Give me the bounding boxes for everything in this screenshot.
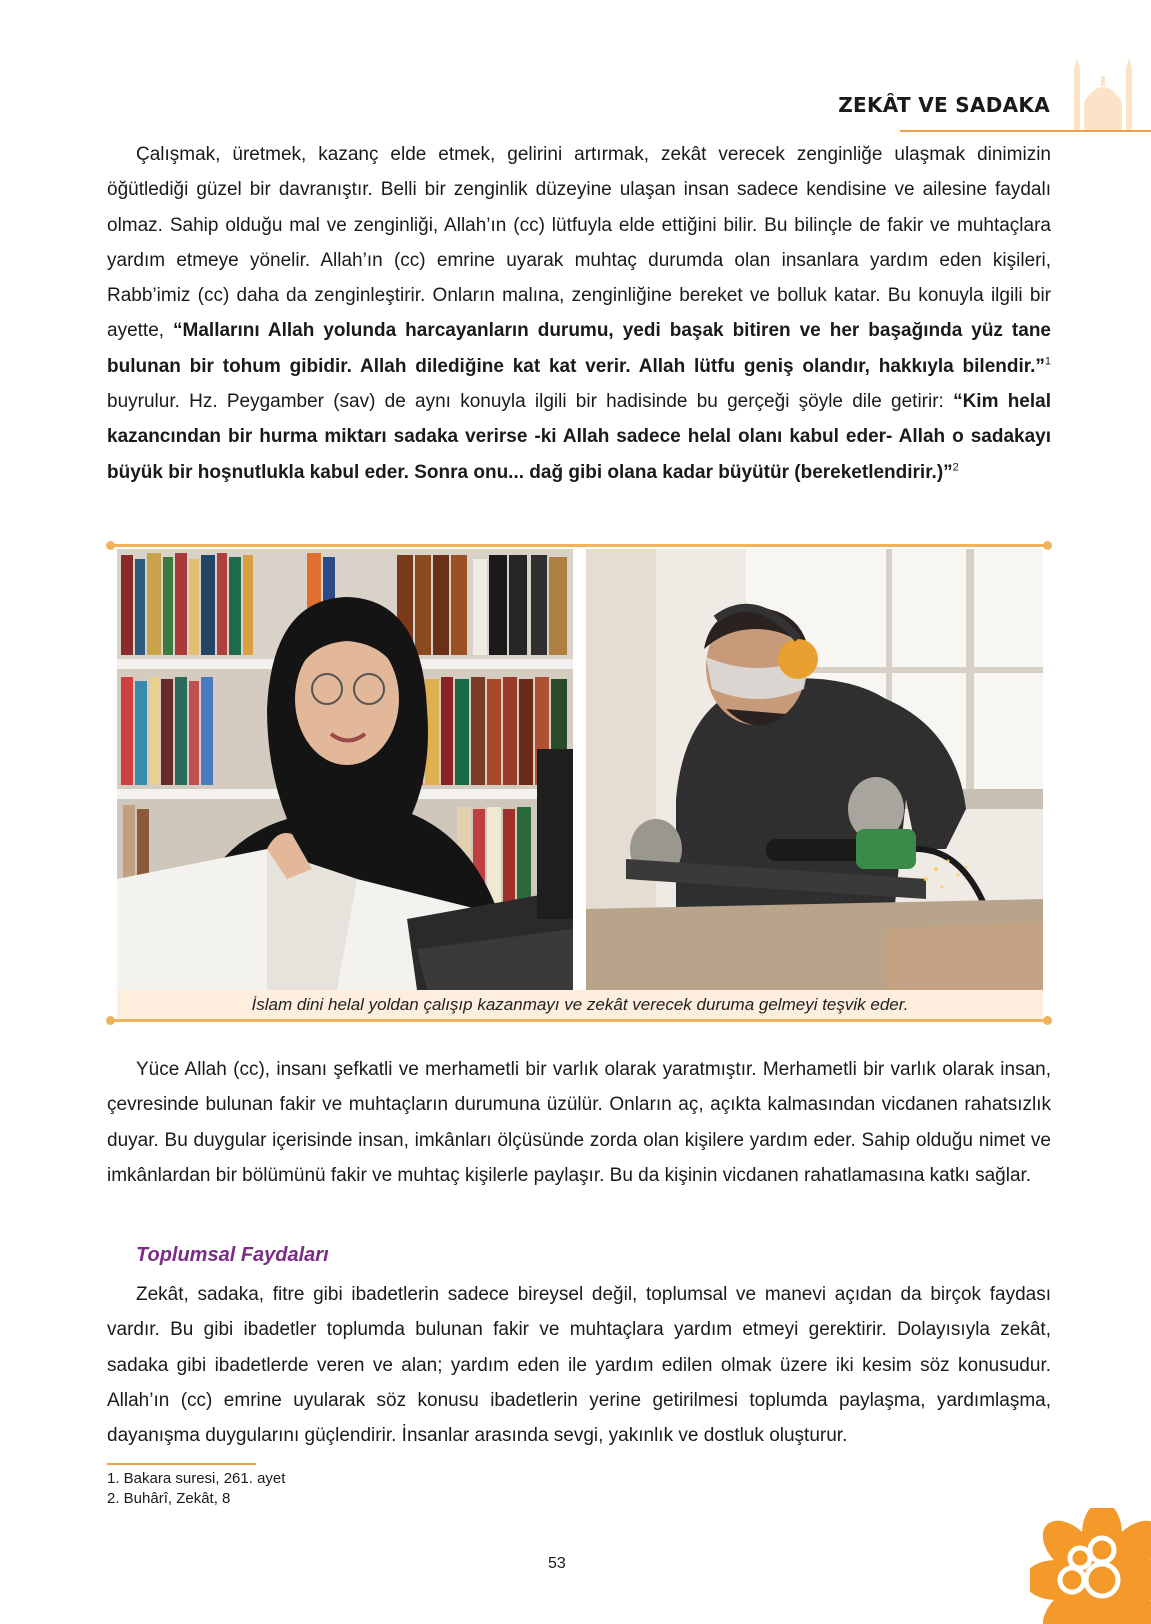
photo-worker-grinding [586, 549, 1043, 990]
decorative-flower-icon [1030, 1508, 1151, 1624]
verse-quote: “Mallarını Allah yolunda harcayanların durumu, yedi başak bitiren ve her başağında yüz tane bulunan bir tohum gibidir. Allah dilediğine kat kat verir. Allah lütfu geniş olandır, hakkıyla bilendir.” [107, 320, 1051, 377]
footnote-ref-2[interactable]: 2 [952, 461, 959, 474]
footnote-rule [107, 1463, 256, 1465]
page-header-title: ZEKÂT VE SADAKA [838, 93, 1050, 117]
mercy-paragraph: Yüce Allah (cc), insanı şefkatli ve merhametli bir varlık olarak yaratmıştır. Merhametli bir varlık olarak insan, çevresinde bulunan fakir ve muhtaçların durumuna üzülür. Onların aç, açıkta kalmasından vicdanen rahatsızlık duyar. Bu duygular içerisinde insan, imkânları ölçüsünde zorda olan kişilere yardım eder. Sahip olduğu nimet ve imkânlardan bir bölümünü fakir ve muhtaç kişilerle paylaşır. Bu da kişinin vicdanen rahatlamasına katkı sağlar. [107, 1059, 1051, 1186]
page-number: 53 [548, 1555, 566, 1572]
rule-dot [106, 541, 115, 550]
mosque-silhouette-icon [1068, 58, 1148, 130]
intro-paragraph [107, 137, 1051, 490]
rule-dot [1043, 541, 1052, 550]
photo-woman-studying [117, 549, 573, 990]
hadith-quote: “Kim helal kazancından bir hurma miktarı sadaka verirse -ki Allah sadece helal olanı kabul eder- Allah o sadakayı büyük bir hoşnutlukla kabul eder. Sonra onu... dağ gibi olana kadar büyütür (bereketlendirir.)” [107, 391, 1051, 483]
figure-caption: İslam dini helal yoldan çalışıp kazanmayı ve zekât verecek duruma gelmeyi teşvik eder. [117, 990, 1043, 1019]
footnote-ref-1[interactable]: 1 [1044, 355, 1051, 368]
text-run: buyrulur. Hz. Peygamber (sav) de aynı konuyla ilgili bir hadisinde bu gerçeği şöyle dile getirir: [107, 391, 954, 413]
figure-bottom-rule [110, 1019, 1049, 1022]
section-paragraph: Zekât, sadaka, fitre gibi ibadetlerin sadece bireysel değil, toplumsal ve manevi açıdan da birçok faydası vardır. Bu gibi ibadetler toplumda bulunan fakir ve muhtaçlara yardım etmeyi gerektirir. Dolayısıyla zekât, sadaka gibi ibadetlerde veren ve alan; yardım eden ile yardım edilen olmak üzere iki kesim söz konusudur. Allah’ın (cc) emrine uyularak söz konusu ibadetlerin yerine getirilmesi toplumda paylaşma, yardımlaşma, dayanışma duygularını güçlendirir. İnsanlar arasında sevgi, yakınlık ve dostluk oluşturur. [107, 1284, 1051, 1447]
footnote-1: 1. Bakara suresi, 261. ayet [107, 1470, 286, 1487]
figure-top-rule [110, 544, 1049, 547]
text-run: Çalışmak, üretmek, kazanç elde etmek, gelirini artırmak, zekât verecek zenginliğe ulaşmak dinimizin öğütlediği güzel bir davranıştır. Belli bir zenginlik düzeyine ulaşan insan sadece kendisine ve ailesine faydalı olmaz. Sahip olduğu mal ve zenginliği, Allah’ın (cc) lütfuyla elde ettiğini bilir. Bu bilinçle de fakir ve muhtaçlara yardım etmeye yönelir. Allah’ın (cc) emrine uyarak muhtaç durumda olan insanlara yardım eden kişileri, Rabb’imiz (cc) daha da zenginleştirir. Onların malına, zenginliğine bereket ve bolluk katar. Bu konuyla ilgili bir ayette, [107, 144, 1051, 342]
rule-dot [106, 1016, 115, 1025]
header-rule [900, 130, 1151, 132]
rule-dot [1043, 1016, 1052, 1025]
section-heading: Toplumsal Faydaları [136, 1244, 329, 1266]
footnote-2: 2. Buhârî, Zekât, 8 [107, 1490, 231, 1507]
